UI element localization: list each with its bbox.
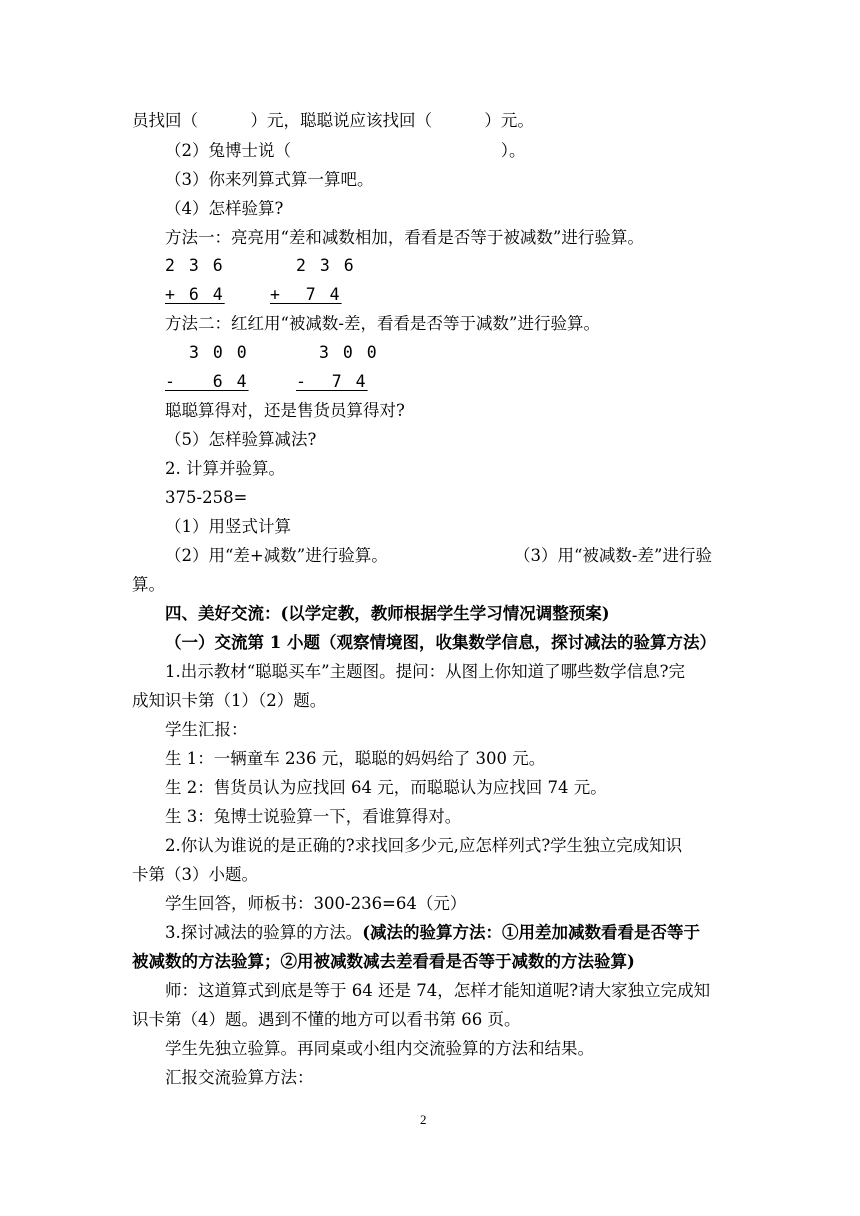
- vertical-calc: 2 3 6: [165, 256, 225, 275]
- text-line: 375-258=: [165, 488, 248, 507]
- text-line: 算。: [132, 575, 165, 594]
- text-line: （1）用竖式计算: [165, 517, 291, 536]
- text-line: （2）用“差+减数”进行验算。: [165, 546, 388, 565]
- text-line: 被减数的方法验算；②用被减数减去差看看是否等于减数的方法验算): [132, 952, 635, 971]
- text-line: 员找回（ ）元，聪聪说应该找回（ ）元。: [132, 111, 534, 130]
- vertical-calc: 3 0 0: [189, 343, 249, 362]
- text-line: （3）你来列算式算一算吧。: [165, 170, 374, 189]
- text-line: （5）怎样验算减法?: [165, 430, 317, 449]
- text-line: 生 3：兔博士说验算一下，看谁算得对。: [165, 807, 462, 826]
- text-line: 学生汇报：: [165, 720, 248, 739]
- text-line: （2）兔博士说（ ）。: [165, 141, 526, 160]
- text-line: （4）怎样验算?: [165, 199, 284, 218]
- vertical-calc: 2 3 6: [296, 256, 356, 275]
- text-line: 聪聪算得对，还是售货员算得对?: [165, 401, 405, 420]
- text-line: 汇报交流验算方法：: [165, 1068, 314, 1087]
- text-line: 2. 计算并验算。: [165, 459, 285, 478]
- vertical-calc: - 7 4: [296, 372, 368, 391]
- text-line: 学生回答，师板书：300-236=64（元）: [165, 894, 467, 913]
- vertical-calc: 3 0 0: [319, 343, 379, 362]
- text-line: 卡第（3）小题。: [132, 865, 258, 884]
- page-number: 2: [420, 1112, 427, 1127]
- text-line: 方法二：红红用“被减数-差，看看是否等于减数”进行验算。: [165, 314, 600, 333]
- text-line: 方法一：亮亮用“差和减数相加，看看是否等于被减数”进行验算。: [165, 228, 644, 247]
- text-line: 生 1：一辆童车 236 元，聪聪的妈妈给了 300 元。: [165, 749, 546, 768]
- vertical-calc: + 6 4: [165, 285, 225, 304]
- bold-segment: (减法的验算方法：①用差加减数看看是否等于: [362, 923, 701, 942]
- text-line: 学生先独立验算。再同桌或小组内交流验算的方法和结果。: [165, 1039, 594, 1058]
- sub-heading: （一）交流第 1 小题（观察情境图，收集数学信息，探讨减法的验算方法）: [165, 633, 716, 652]
- vertical-calc: - 6 4: [165, 372, 249, 391]
- text-line: 成知识卡第（1）（2）题。: [132, 691, 327, 710]
- text-line: 1.出示教材“聪聪买车”主题图。提问：从图上你知道了哪些数学信息?完: [165, 662, 685, 681]
- section-heading: 四、美好交流：(以学定教，教师根据学生学习情况调整预案): [165, 604, 610, 623]
- text-segment: 3.探讨减法的验算的方法。: [165, 923, 363, 942]
- text-line: 师：这道算式到底是等于 64 还是 74，怎样才能知道呢?请大家独立完成知: [165, 981, 711, 1000]
- text-line: 生 2：售货员认为应找回 64 元，而聪聪认为应找回 74 元。: [165, 778, 607, 797]
- vertical-calc: + 7 4: [270, 285, 342, 304]
- text-line: [165, 922, 700, 944]
- text-line: 2.你认为谁说的是正确的?求找回多少元,应怎样列式?学生独立完成知识: [165, 836, 683, 855]
- text-line: 识卡第（4）题。遇到不懂的地方可以看书第 66 页。: [132, 1010, 521, 1029]
- text-line: （3）用“被减数-差”进行验: [514, 546, 712, 565]
